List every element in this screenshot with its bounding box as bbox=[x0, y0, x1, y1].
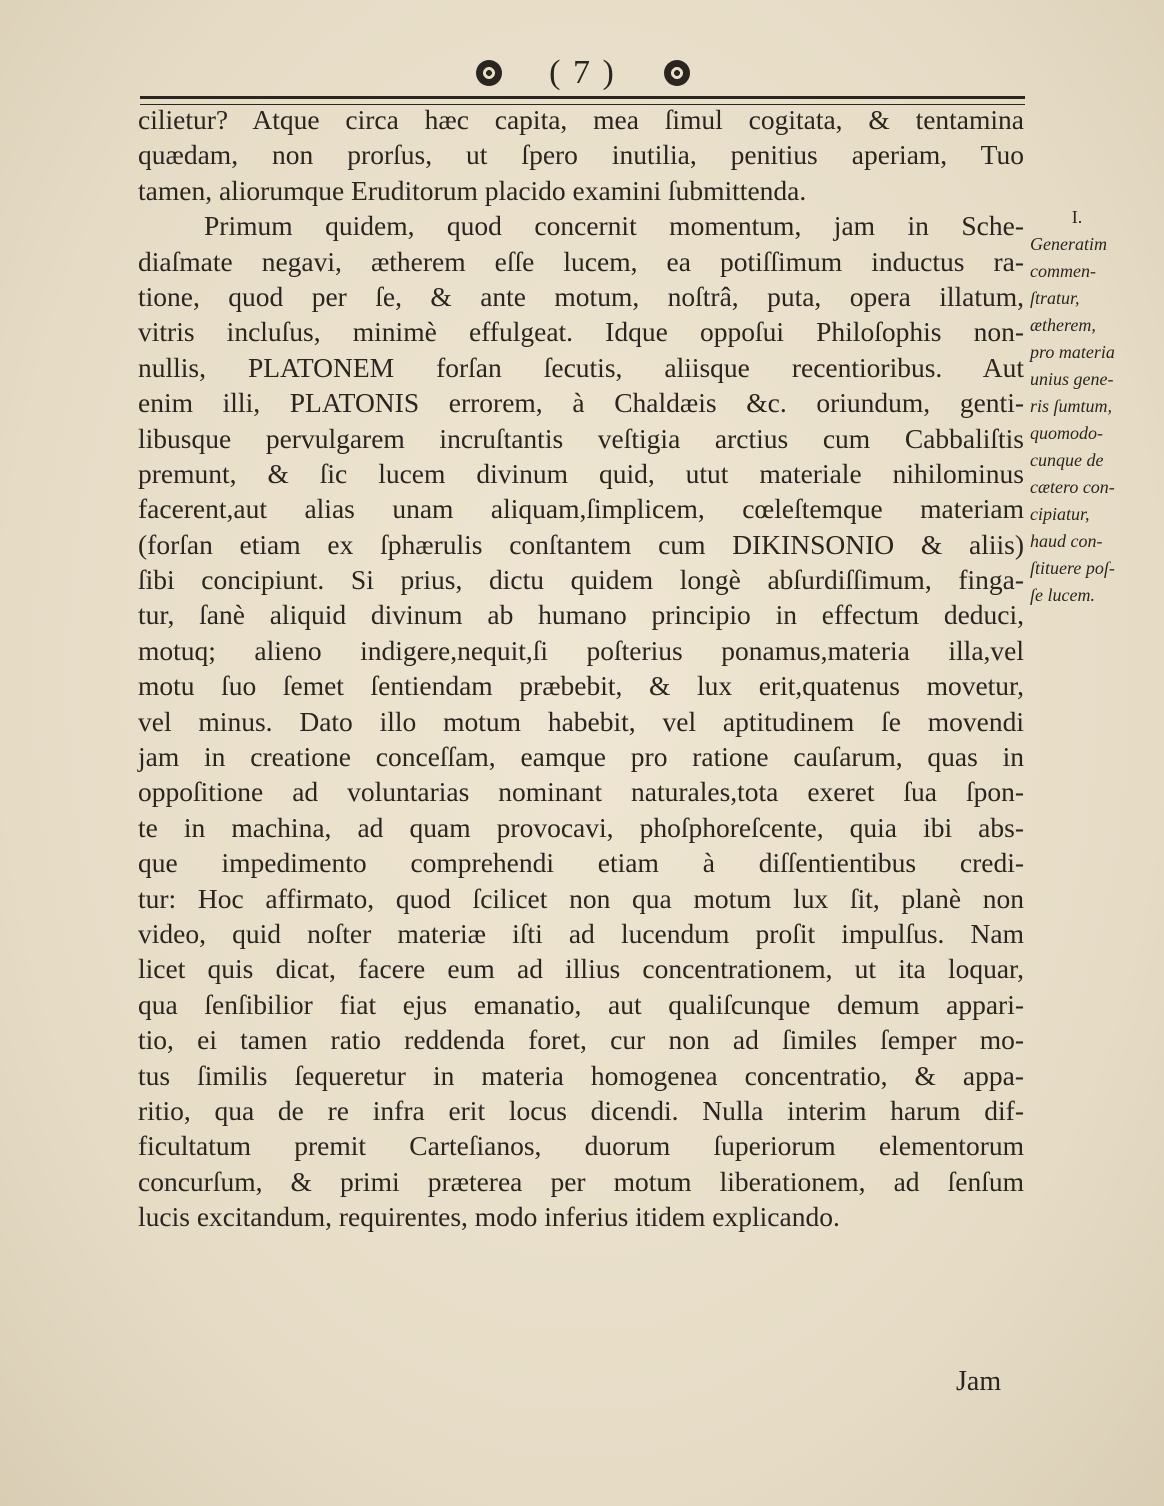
text-line: jam in creatione conceſſam, eamque pro ratione cauſarum, quas in bbox=[138, 741, 1024, 773]
marginal-note-number: I. bbox=[1071, 207, 1083, 227]
marginal-note-line: unius gene- bbox=[1030, 369, 1114, 389]
marginal-note-line: pro materia bbox=[1030, 342, 1115, 362]
text-line: qua ſenſibilior fiat ejus emanatio, aut qualiſcunque demum appari- bbox=[138, 988, 1024, 1020]
text-line: Primum quidem, quod concernit momentum, jam in Sche- bbox=[204, 210, 1024, 242]
marginal-note-line: cunque de bbox=[1030, 450, 1104, 470]
text-line: ritio, qua de re infra erit locus dicendi. Nulla interim harum dif- bbox=[138, 1094, 1024, 1126]
marginal-note-line: haud con- bbox=[1030, 531, 1103, 551]
text-line: oppoſitione ad voluntarias nominant naturales,tota exeret ſua ſpon- bbox=[138, 776, 1024, 808]
page-header bbox=[140, 52, 1025, 102]
text-line: tus ſimilis ſequeretur in materia homogenea concentratio, & appa- bbox=[138, 1059, 1024, 1091]
text-line: video, quid noſter materiæ iſti ad lucendum proſit impulſus. Nam bbox=[138, 917, 1024, 949]
text-line: tamen, aliorumque Eruditorum placido examini ſubmittenda. bbox=[138, 174, 807, 206]
text-line: ſibi concipiunt. Si prius, dictu quidem longè abſurdiſſimum, finga- bbox=[138, 564, 1024, 596]
text-line: tur, ſanè aliquid divinum ab humano principio in effectum deduci, bbox=[138, 599, 1024, 631]
text-line: tione, quod per ſe, & ante motum, noſtrâ, puta, opera illatum, bbox=[138, 280, 1024, 312]
text-line: cilietur? Atque circa hæc capita, mea ſimul cogitata, & tentamina bbox=[138, 104, 1024, 135]
text-line: te in machina, ad quam provocavi, phoſphoreſcente, quia ibi abs- bbox=[138, 811, 1024, 843]
page-number: ( 7 ) bbox=[549, 54, 616, 91]
text-line: motu ſuo ſemet ſentiendam præbebit, & lux erit,quatenus movetur, bbox=[138, 670, 1024, 702]
marginal-note-line: ſtituere poſ- bbox=[1030, 558, 1115, 578]
text-line: nullis, PLATONEM forſan ſecutis, aliisque recentioribus. Aut bbox=[138, 351, 1024, 383]
marginal-note-line: ſtratur, bbox=[1030, 288, 1080, 308]
text-line: tio, ei tamen ratio reddenda foret, cur non ad ſimiles ſemper mo- bbox=[138, 1024, 1024, 1056]
text-line: que impedimento comprehendi etiam à diſſentientibus credi- bbox=[138, 847, 1024, 879]
text-line: motuq; alieno indigere,nequit,ſi poſterius ponamus,materia illa,vel bbox=[138, 634, 1024, 666]
text-line: quædam, non prorſus, ut ſpero inutilia, penitius aperiam, Tuo bbox=[138, 139, 1024, 171]
body-text bbox=[138, 102, 1024, 1235]
text-line: libusque pervulgarem incruſtantis veſtigia arctius cum Cabbaliſtis bbox=[138, 422, 1024, 454]
marginal-note-line: cætero con- bbox=[1030, 477, 1115, 497]
text-line: diaſmate negavi, ætherem eſſe lucem, ea potiſſimum inductus ra- bbox=[138, 245, 1024, 277]
text-line: licet quis dicat, facere eum ad illius concentrationem, ut ita loquar, bbox=[138, 953, 1024, 985]
text-line: facerent,aut alias unam aliquam,ſimplicem, cœleſtemque materiam bbox=[138, 493, 1024, 525]
text-line: vel minus. Dato illo motum habebit, vel aptitudinem ſe movendi bbox=[138, 705, 1024, 737]
catchword: Jam bbox=[956, 1366, 1002, 1397]
marginal-note-line: Generatim bbox=[1030, 234, 1107, 254]
marginal-note bbox=[1030, 204, 1164, 609]
marginal-note-line: ſe lucem. bbox=[1030, 585, 1095, 605]
marginal-note-line: ris ſumtum, bbox=[1030, 396, 1113, 416]
marginal-note-line: ætherem, bbox=[1030, 315, 1096, 335]
text-line: vitris incluſus, minimè effulgeat. Idque oppoſui Philoſophis non- bbox=[138, 316, 1024, 348]
text-line: ficultatum premit Carteſianos, duorum ſuperiorum elementorum bbox=[138, 1130, 1024, 1162]
text-line: premunt, & ſic lucem divinum quid, utut materiale nihilominus bbox=[138, 457, 1024, 489]
text-line: (forſan etiam ex ſphærulis conſtantem cum DIKINSONIO & aliis) bbox=[138, 528, 1024, 560]
text-line: lucis excitandum, requirentes, modo inferius itidem explicando. bbox=[138, 1201, 840, 1233]
text-line: concurſum, & primi præterea per motum liberationem, ad ſenſum bbox=[138, 1165, 1024, 1197]
marginal-note-line: cipiatur, bbox=[1030, 504, 1090, 524]
marginal-note-line: commen- bbox=[1030, 261, 1096, 281]
marginal-note-line: quomodo- bbox=[1030, 423, 1103, 443]
text-line: enim illi, PLATONIS errorem, à Chaldæis &c. oriundum, genti- bbox=[138, 387, 1024, 419]
text-line: tur: Hoc affirmato, quod ſcilicet non qua motum lux ſit, planè non bbox=[138, 882, 1024, 914]
flower-ornament-icon bbox=[664, 60, 690, 86]
